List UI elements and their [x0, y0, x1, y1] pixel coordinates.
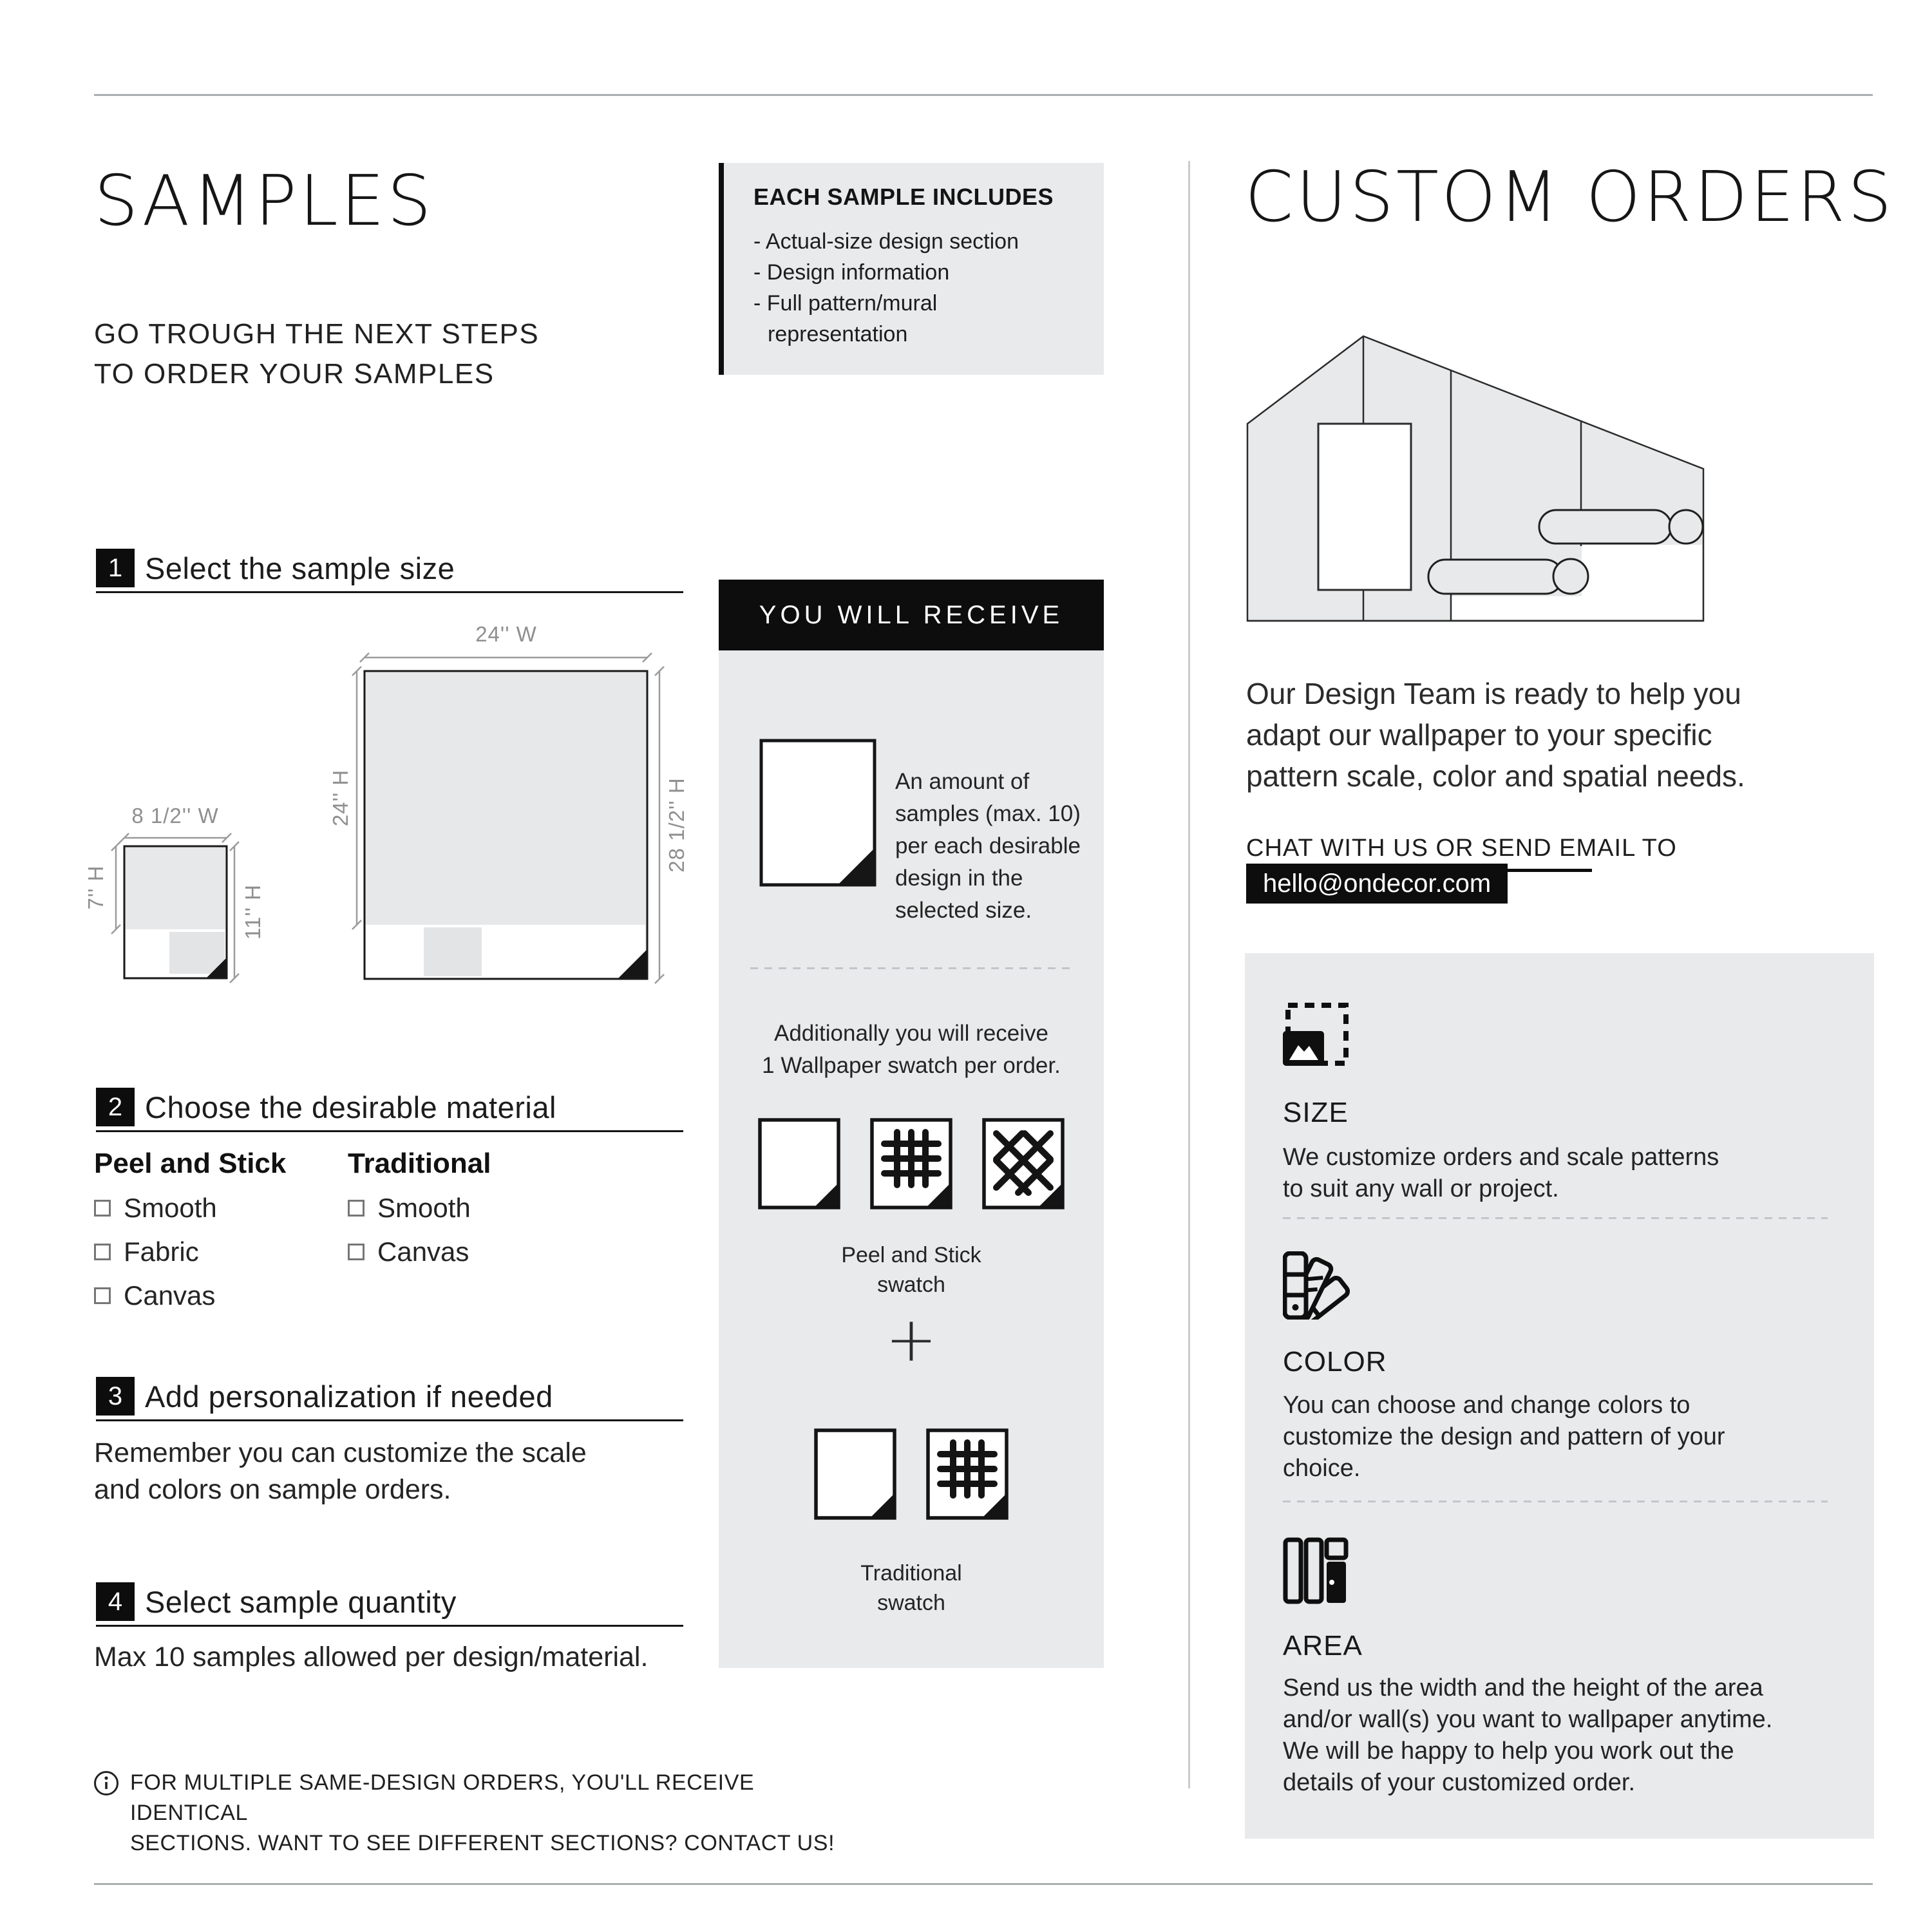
option-label: Fabric [124, 1236, 199, 1267]
dim-small-right-label: 11'' H [241, 884, 265, 940]
step-3-title: Add personalization if needed [145, 1379, 553, 1414]
color-swatches-icon [1283, 1251, 1354, 1320]
step-3-number: 3 [96, 1377, 135, 1416]
includes-title: EACH SAMPLE INCLUDES [753, 184, 1054, 210]
feature-color-name: COLOR [1283, 1346, 1387, 1378]
option-label: Canvas [124, 1280, 216, 1311]
email-address[interactable]: hello@ondecor.com [1246, 864, 1508, 904]
wall-area-icon [1283, 1537, 1350, 1604]
option-peel-fabric [94, 1236, 348, 1267]
option-peel-smooth [94, 1193, 348, 1224]
step-3-header [96, 1377, 683, 1421]
feature-area-name: AREA [1283, 1630, 1363, 1662]
top-rule [94, 94, 1873, 96]
includes-item: - Full pattern/mural [753, 291, 938, 316]
feature-color-desc: You can choose and change colors to customize the design and pattern of your choice. [1283, 1392, 1725, 1482]
step-3-body: Remember you can customize the scale and colors on sample orders. [94, 1437, 587, 1505]
dim-small-width-label: 8 1/2'' W [131, 804, 219, 828]
step-2-title: Choose the desirable material [145, 1090, 556, 1124]
sample-page-icon [759, 739, 876, 887]
option-label: Smooth [377, 1193, 471, 1223]
amount-text: An amount of samples (max. 10) per each desirable design in the selected size. [895, 769, 1081, 923]
dim-large-right-label: 28 1/2'' H [665, 777, 688, 873]
feature-area-desc: Send us the width and the height of the area and/or wall(s) you want to wallpaper anytime. We will be happy to help you work out the details of your customized order. [1283, 1674, 1773, 1796]
peel-swatch-row [719, 1118, 1104, 1209]
swatch-grid-icon [870, 1118, 952, 1209]
feature-divider [1283, 1217, 1828, 1219]
step-4-number: 4 [96, 1582, 135, 1621]
additional-text: Additionally you will receive 1 Wallpaper swatch per order. [762, 1021, 1061, 1078]
includes-item: - Actual-size design section [753, 229, 1019, 254]
step-4-header [96, 1582, 683, 1627]
custom-orders-title: CUSTOM ORDERS [1245, 157, 1895, 238]
step-4-body: Max 10 samples allowed per design/material. [94, 1642, 649, 1672]
info-icon [93, 1770, 120, 1797]
peel-and-stick-title: Peel and Stick [94, 1148, 287, 1179]
materials-traditional-column [348, 1148, 491, 1311]
you-will-receive-bar: YOU WILL RECEIVE [719, 580, 1104, 650]
option-label: Canvas [377, 1236, 469, 1267]
you-will-receive-panel [719, 650, 1104, 1668]
dim-large-width-label: 24'' W [475, 622, 537, 646]
step-2-header [96, 1088, 683, 1132]
email-button[interactable] [1246, 864, 1508, 904]
column-divider [1188, 161, 1190, 1788]
samples-intro: GO TROUGH THE NEXT STEPS TO ORDER YOUR SAMPLES [94, 318, 540, 390]
checkbox-peel-fabric[interactable] [94, 1244, 111, 1260]
option-label: Smooth [124, 1193, 217, 1223]
traditional-swatch-row [719, 1428, 1104, 1520]
step-2-number: 2 [96, 1088, 135, 1126]
custom-intro: Our Design Team is ready to help you adapt our wallpaper to your specific pattern scale, color and spatial needs. [1246, 677, 1745, 793]
includes-item: - Design information [753, 260, 950, 285]
step-4-title: Select sample quantity [145, 1584, 457, 1619]
receive-divider [750, 967, 1074, 969]
option-trad-canvas [348, 1236, 491, 1267]
footer-note [93, 1768, 866, 1859]
size-select-icon [1283, 1000, 1350, 1067]
custom-features-panel [1245, 953, 1874, 1839]
step-1-number: 1 [96, 549, 135, 587]
step-1-header [96, 549, 683, 593]
each-sample-includes-box [719, 163, 1104, 375]
materials-block [94, 1148, 699, 1311]
samples-title: SAMPLES [94, 161, 434, 242]
chat-label: CHAT WITH US OR SEND EMAIL TO [1246, 835, 1592, 872]
sample-size-diagram [75, 605, 699, 1011]
dim-large-left-label: 24'' H [328, 769, 352, 827]
checkbox-peel-smooth[interactable] [94, 1200, 111, 1217]
footer-note-text: FOR MULTIPLE SAME-DESIGN ORDERS, YOU'LL RECEIVE IDENTICAL SECTIONS. WANT TO SEE DIFFERENT SECTIONS? CONTACT US! [130, 1770, 835, 1855]
feature-size-name: SIZE [1283, 1097, 1349, 1128]
traditional-swatch-label: Traditional swatch [860, 1561, 962, 1615]
peel-swatch-label: Peel and Stick swatch [841, 1243, 981, 1297]
checkbox-trad-smooth[interactable] [348, 1200, 365, 1217]
option-peel-canvas [94, 1280, 348, 1311]
swatch-grid-icon [926, 1428, 1009, 1520]
swatch-blank-icon [814, 1428, 896, 1520]
swatch-crosshatch-icon [982, 1118, 1065, 1209]
traditional-title: Traditional [348, 1148, 491, 1179]
feature-size-desc: We customize orders and scale patterns to suit any wall or project. [1283, 1144, 1719, 1202]
checkbox-peel-canvas[interactable] [94, 1287, 111, 1304]
swatch-blank-icon [758, 1118, 840, 1209]
dim-small-left-label: 7'' H [84, 865, 108, 910]
house-illustration [1246, 334, 1707, 623]
checkbox-trad-canvas[interactable] [348, 1244, 365, 1260]
option-trad-smooth [348, 1193, 491, 1224]
feature-divider [1283, 1501, 1828, 1502]
includes-item: representation [768, 322, 908, 346]
step-1-title: Select the sample size [145, 551, 455, 585]
plus-icon: + [885, 1303, 938, 1376]
materials-peel-column [94, 1148, 348, 1311]
bottom-rule [94, 1883, 1873, 1885]
